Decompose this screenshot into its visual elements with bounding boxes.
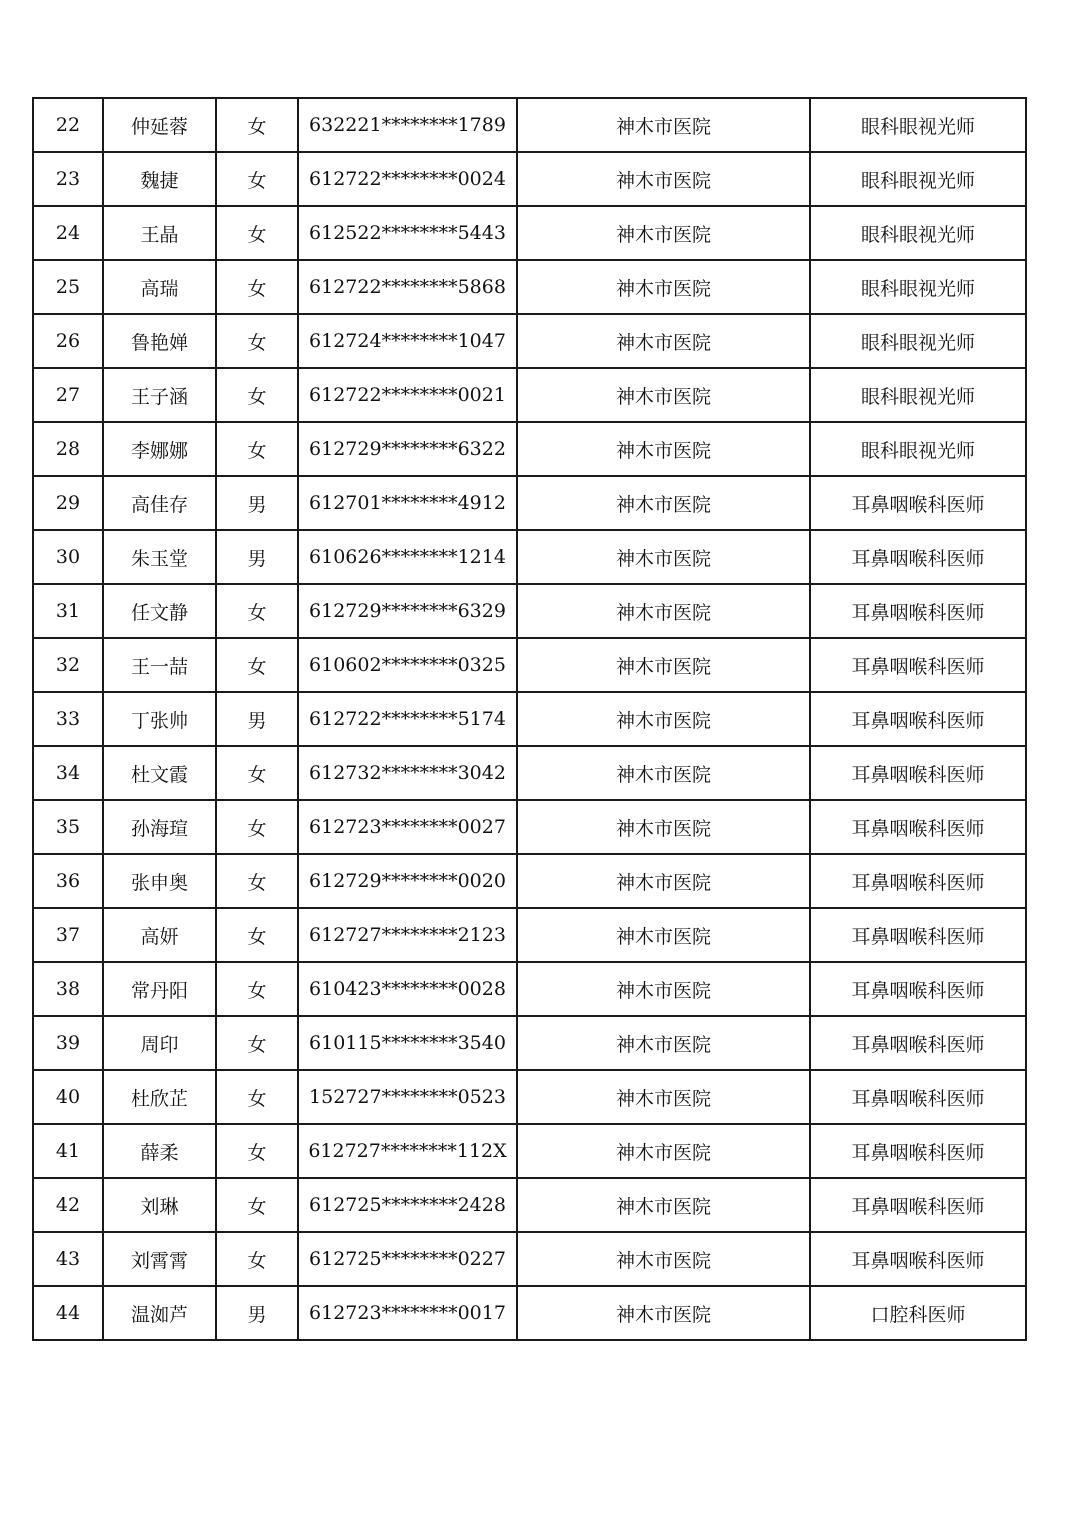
name-cell: 王一喆 xyxy=(103,638,216,692)
employer-cell: 神木市医院 xyxy=(517,422,810,476)
gender-cell: 男 xyxy=(216,692,298,746)
name-cell: 任文静 xyxy=(103,584,216,638)
gender-cell: 女 xyxy=(216,206,298,260)
employer-cell: 神木市医院 xyxy=(517,1286,810,1340)
table-row xyxy=(33,746,1026,800)
name-cell: 魏捷 xyxy=(103,152,216,206)
row-number-cell: 29 xyxy=(33,476,103,530)
name-cell: 刘琳 xyxy=(103,1178,216,1232)
position-cell: 耳鼻咽喉科医师 xyxy=(810,800,1026,854)
gender-cell: 女 xyxy=(216,584,298,638)
name-cell: 张申奥 xyxy=(103,854,216,908)
name-cell: 鲁艳婵 xyxy=(103,314,216,368)
table-row xyxy=(33,1016,1026,1070)
position-cell: 耳鼻咽喉科医师 xyxy=(810,638,1026,692)
row-number-cell: 26 xyxy=(33,314,103,368)
gender-cell: 女 xyxy=(216,1016,298,1070)
row-number-cell: 30 xyxy=(33,530,103,584)
row-number-cell: 40 xyxy=(33,1070,103,1124)
gender-cell: 女 xyxy=(216,1178,298,1232)
employer-cell: 神木市医院 xyxy=(517,206,810,260)
id-number-cell: 612727********2123 xyxy=(298,908,517,962)
gender-cell: 男 xyxy=(216,476,298,530)
row-number-cell: 27 xyxy=(33,368,103,422)
position-cell: 耳鼻咽喉科医师 xyxy=(810,584,1026,638)
row-number-cell: 36 xyxy=(33,854,103,908)
position-cell: 眼科眼视光师 xyxy=(810,152,1026,206)
row-number-cell: 23 xyxy=(33,152,103,206)
employer-cell: 神木市医院 xyxy=(517,1016,810,1070)
employer-cell: 神木市医院 xyxy=(517,98,810,152)
gender-cell: 女 xyxy=(216,638,298,692)
position-cell: 耳鼻咽喉科医师 xyxy=(810,1232,1026,1286)
position-cell: 耳鼻咽喉科医师 xyxy=(810,962,1026,1016)
row-number-cell: 25 xyxy=(33,260,103,314)
employer-cell: 神木市医院 xyxy=(517,1124,810,1178)
id-number-cell: 612722********0021 xyxy=(298,368,517,422)
position-cell: 眼科眼视光师 xyxy=(810,98,1026,152)
gender-cell: 女 xyxy=(216,1070,298,1124)
table-row xyxy=(33,368,1026,422)
gender-cell: 女 xyxy=(216,98,298,152)
id-number-cell: 610602********0325 xyxy=(298,638,517,692)
employer-cell: 神木市医院 xyxy=(517,584,810,638)
table-row xyxy=(33,638,1026,692)
employer-cell: 神木市医院 xyxy=(517,314,810,368)
position-cell: 耳鼻咽喉科医师 xyxy=(810,746,1026,800)
gender-cell: 女 xyxy=(216,1124,298,1178)
table-row xyxy=(33,1232,1026,1286)
employer-cell: 神木市医院 xyxy=(517,962,810,1016)
gender-cell: 女 xyxy=(216,368,298,422)
name-cell: 杜欣芷 xyxy=(103,1070,216,1124)
id-number-cell: 152727********0523 xyxy=(298,1070,517,1124)
table-row xyxy=(33,152,1026,206)
id-number-cell: 612723********0027 xyxy=(298,800,517,854)
id-number-cell: 612722********5174 xyxy=(298,692,517,746)
row-number-cell: 34 xyxy=(33,746,103,800)
name-cell: 王晶 xyxy=(103,206,216,260)
table-row xyxy=(33,800,1026,854)
name-cell: 常丹阳 xyxy=(103,962,216,1016)
table-row xyxy=(33,260,1026,314)
employer-cell: 神木市医院 xyxy=(517,530,810,584)
table-row xyxy=(33,1124,1026,1178)
employer-cell: 神木市医院 xyxy=(517,260,810,314)
row-number-cell: 41 xyxy=(33,1124,103,1178)
id-number-cell: 612732********3042 xyxy=(298,746,517,800)
name-cell: 温洳芦 xyxy=(103,1286,216,1340)
gender-cell: 男 xyxy=(216,1286,298,1340)
table-row xyxy=(33,1178,1026,1232)
id-number-cell: 612724********1047 xyxy=(298,314,517,368)
name-cell: 李娜娜 xyxy=(103,422,216,476)
position-cell: 眼科眼视光师 xyxy=(810,422,1026,476)
position-cell: 眼科眼视光师 xyxy=(810,368,1026,422)
id-number-cell: 612522********5443 xyxy=(298,206,517,260)
table-row xyxy=(33,692,1026,746)
table-row xyxy=(33,854,1026,908)
row-number-cell: 32 xyxy=(33,638,103,692)
id-number-cell: 632221********1789 xyxy=(298,98,517,152)
position-cell: 口腔科医师 xyxy=(810,1286,1026,1340)
id-number-cell: 612729********6322 xyxy=(298,422,517,476)
table-row xyxy=(33,530,1026,584)
employer-cell: 神木市医院 xyxy=(517,746,810,800)
table-row xyxy=(33,206,1026,260)
gender-cell: 女 xyxy=(216,962,298,1016)
position-cell: 耳鼻咽喉科医师 xyxy=(810,1016,1026,1070)
employer-cell: 神木市医院 xyxy=(517,908,810,962)
id-number-cell: 610423********0028 xyxy=(298,962,517,1016)
position-cell: 眼科眼视光师 xyxy=(810,206,1026,260)
table-row xyxy=(33,962,1026,1016)
table-row xyxy=(33,476,1026,530)
name-cell: 孙海瑄 xyxy=(103,800,216,854)
position-cell: 耳鼻咽喉科医师 xyxy=(810,530,1026,584)
name-cell: 刘霄霄 xyxy=(103,1232,216,1286)
table-row xyxy=(33,314,1026,368)
table-row xyxy=(33,98,1026,152)
name-cell: 周印 xyxy=(103,1016,216,1070)
gender-cell: 女 xyxy=(216,908,298,962)
employer-cell: 神木市医院 xyxy=(517,854,810,908)
gender-cell: 女 xyxy=(216,260,298,314)
employer-cell: 神木市医院 xyxy=(517,1070,810,1124)
id-number-cell: 612729********0020 xyxy=(298,854,517,908)
id-number-cell: 610115********3540 xyxy=(298,1016,517,1070)
id-number-cell: 612701********4912 xyxy=(298,476,517,530)
employer-cell: 神木市医院 xyxy=(517,368,810,422)
position-cell: 耳鼻咽喉科医师 xyxy=(810,1070,1026,1124)
name-cell: 丁张帅 xyxy=(103,692,216,746)
table-body xyxy=(33,98,1026,1340)
row-number-cell: 28 xyxy=(33,422,103,476)
table-row xyxy=(33,584,1026,638)
id-number-cell: 612722********0024 xyxy=(298,152,517,206)
name-cell: 高妍 xyxy=(103,908,216,962)
row-number-cell: 44 xyxy=(33,1286,103,1340)
position-cell: 眼科眼视光师 xyxy=(810,260,1026,314)
row-number-cell: 33 xyxy=(33,692,103,746)
position-cell: 耳鼻咽喉科医师 xyxy=(810,476,1026,530)
id-number-cell: 612725********2428 xyxy=(298,1178,517,1232)
employer-cell: 神木市医院 xyxy=(517,1232,810,1286)
name-cell: 朱玉堂 xyxy=(103,530,216,584)
position-cell: 耳鼻咽喉科医师 xyxy=(810,908,1026,962)
employer-cell: 神木市医院 xyxy=(517,692,810,746)
gender-cell: 女 xyxy=(216,854,298,908)
employer-cell: 神木市医院 xyxy=(517,152,810,206)
table-row xyxy=(33,1070,1026,1124)
position-cell: 耳鼻咽喉科医师 xyxy=(810,1124,1026,1178)
row-number-cell: 42 xyxy=(33,1178,103,1232)
row-number-cell: 31 xyxy=(33,584,103,638)
row-number-cell: 43 xyxy=(33,1232,103,1286)
personnel-table xyxy=(32,97,1027,1341)
id-number-cell: 610626********1214 xyxy=(298,530,517,584)
name-cell: 仲延蓉 xyxy=(103,98,216,152)
gender-cell: 女 xyxy=(216,314,298,368)
row-number-cell: 35 xyxy=(33,800,103,854)
employer-cell: 神木市医院 xyxy=(517,476,810,530)
gender-cell: 女 xyxy=(216,746,298,800)
gender-cell: 女 xyxy=(216,1232,298,1286)
name-cell: 王子涵 xyxy=(103,368,216,422)
gender-cell: 女 xyxy=(216,422,298,476)
position-cell: 眼科眼视光师 xyxy=(810,314,1026,368)
name-cell: 薛柔 xyxy=(103,1124,216,1178)
id-number-cell: 612722********5868 xyxy=(298,260,517,314)
name-cell: 高瑞 xyxy=(103,260,216,314)
row-number-cell: 22 xyxy=(33,98,103,152)
gender-cell: 女 xyxy=(216,152,298,206)
position-cell: 耳鼻咽喉科医师 xyxy=(810,1178,1026,1232)
table-row xyxy=(33,422,1026,476)
position-cell: 耳鼻咽喉科医师 xyxy=(810,692,1026,746)
table-row xyxy=(33,1286,1026,1340)
id-number-cell: 612727********112X xyxy=(298,1124,517,1178)
employer-cell: 神木市医院 xyxy=(517,800,810,854)
row-number-cell: 24 xyxy=(33,206,103,260)
id-number-cell: 612723********0017 xyxy=(298,1286,517,1340)
name-cell: 高佳存 xyxy=(103,476,216,530)
row-number-cell: 37 xyxy=(33,908,103,962)
row-number-cell: 38 xyxy=(33,962,103,1016)
employer-cell: 神木市医院 xyxy=(517,1178,810,1232)
name-cell: 杜文霞 xyxy=(103,746,216,800)
table-row xyxy=(33,908,1026,962)
gender-cell: 女 xyxy=(216,800,298,854)
id-number-cell: 612729********6329 xyxy=(298,584,517,638)
gender-cell: 男 xyxy=(216,530,298,584)
employer-cell: 神木市医院 xyxy=(517,638,810,692)
position-cell: 耳鼻咽喉科医师 xyxy=(810,854,1026,908)
id-number-cell: 612725********0227 xyxy=(298,1232,517,1286)
row-number-cell: 39 xyxy=(33,1016,103,1070)
